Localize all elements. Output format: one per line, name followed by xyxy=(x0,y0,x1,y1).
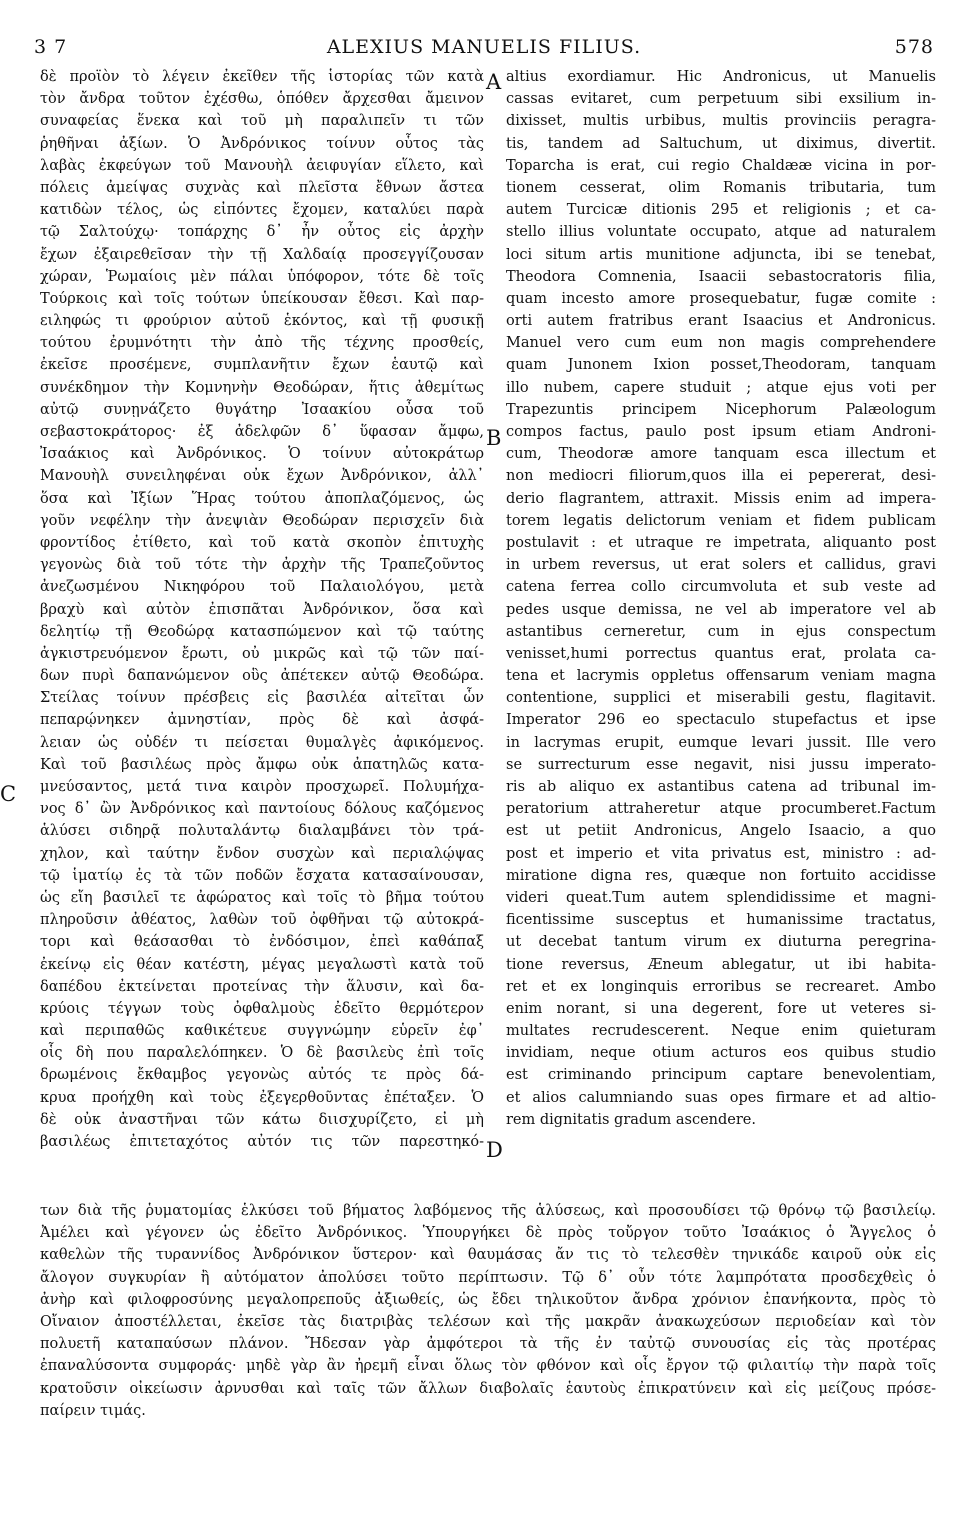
text-line: Toparcha is erat, cui regio Chaldææ vicina in por- xyxy=(506,157,936,174)
text-line: γοῦν νεφέλην τὴν ἀνεψιὰν Θεοδώραν περισχεῖν διὰ xyxy=(40,512,484,529)
text-line: μνεύσαντος, μετά τινα καιρὸν προσχωρεῖ. Πολυμήχα- xyxy=(40,779,484,795)
text-line: λειαν ὡς οὐδέν τι πείσεται θυμαλγὲς ἀφικόμενος. xyxy=(40,734,484,751)
text-line: multates recrudescerent. Neque enim quieturam xyxy=(506,1023,936,1040)
text-line: rem dignitatis gradum ascendere. xyxy=(506,1111,756,1128)
running-header xyxy=(34,36,934,64)
text-line: astantibus cerneretur, cum in ejus conspectum xyxy=(506,623,936,640)
text-line: tione reversus, Æneum ablegatur, ut ibi habita- xyxy=(506,956,936,973)
text-line: γεγονὼς διὰ τοῦ τότε τὴν ἀρχὴν τῆς Τραπεζοῦντος xyxy=(40,557,484,574)
text-line: ὡς εἴη βασιλεῖ τε ἀφώρατος καὶ τοῖς τὸ βῆμα τούτου xyxy=(40,889,484,906)
text-line: κρύοις τέγγων τοὺς ὀφθαλμοὺς ἐδεῖτο θερμότερον xyxy=(40,1000,484,1017)
text-line: ἐκείνῳ εἰς θέαν κατέστη, μέγας μεγαλωστὶ κατὰ τοῦ xyxy=(40,956,484,973)
text-line: των διὰ τῆς ῥυματομίας ἑλκύσει τοῦ βήματος λαβόμενος τῆς ἁλύσεως, καὶ προσουδίσει τῷ θρόνῳ τῷ βασιλείῳ. xyxy=(40,1203,936,1219)
text-line: non mediocri filiorum,quos illa ei pepererat, desi- xyxy=(506,468,936,485)
text-line: ficentissime susceptus et humanissime tractatus, xyxy=(506,912,936,929)
text-line: βασιλέως ἐπιτεταχότος αὐτόν τις τῶν παρεστηκό- xyxy=(40,1134,484,1150)
text-line: in lacrymas erupit, eumque levari jussit. Ille vero xyxy=(506,734,936,751)
text-line: συνέκδημον τὴν Κομνηνὴν Θεοδώραν, ἥτις ἀθεμίτως xyxy=(40,379,484,396)
text-line: ἀνεζωσμένου Νικηφόρου τοῦ Παλαιολόγου, μετὰ xyxy=(40,579,484,596)
text-line: αὐτῷ συνῃνάζετο θυγάτηρ Ἰσαακίου οὖσα τοῦ xyxy=(40,401,484,418)
page-signature: 3 7 xyxy=(34,36,68,58)
text-line: πληροῦσιν ἀθέατος, λαθὼν τοῦ ὀφθῆναι τῷ αὐτοκρά- xyxy=(40,912,484,929)
section-marker-a: A xyxy=(486,70,502,94)
text-line: ἀνὴρ καὶ φιλοφροσύνης μεγαλοπρεποῦς ἀξιωθείς, ὡς ἔδει τηλικοῦτον ἄνδρα χρόνιον ἐπανήκοντα, πρὸς τὸ xyxy=(40,1291,936,1308)
text-line: Manuel vero cum eum non magis comprehendere xyxy=(506,335,936,352)
text-line: Trapezuntis principem Nicephorum Palæologum xyxy=(506,401,936,418)
greek-text-column xyxy=(40,66,484,1153)
text-line: est criminando principum captare benevolentiam, xyxy=(506,1067,936,1084)
text-line: βραχὺ καὶ αὐτὸν ἐπισπᾶται Ἀνδρόνικον, ὅσα καὶ xyxy=(40,601,484,618)
text-line: orti autem fratribus erant Isaacius et Andronicus. xyxy=(506,313,936,330)
text-line: τῷ Σαλτούχῳ· τοπάρχης δ᾽ ἦν οὗτος εἰς ἀρχὴν xyxy=(40,224,484,241)
text-line: τῷ ἱματίῳ ἐς τὰ τῶν ποδῶν ἔσχατα κατασαίνουσαν, xyxy=(40,867,484,884)
text-line: quam incesto amore prosequebatur, fugæ comite : xyxy=(506,290,936,307)
text-line: οἷς δὴ που παραλελόπηκεν. Ὁ δὲ βασιλεὺς ἐπὶ τοῖς xyxy=(40,1045,484,1062)
text-line: peratorium attraheretur atque procumberet.Factum xyxy=(506,801,936,818)
text-line: πολυετῆ καταπαύσων πλάνον. Ἤδεσαν γὰρ ἀμφότεροι τὰ τῆς ἐν ταὐτῷ συνουσίας εἰς τὰς προτέρας xyxy=(40,1336,936,1353)
text-line: φροντίδος ἐτίθετο, καὶ τοῦ κατὰ σκοπὸν ἐπιτυχὴς xyxy=(40,534,484,551)
text-line: ειληφώς τι φρούριον αὐτοῦ ἑκόντος, καὶ τῇ φυσικῇ xyxy=(40,313,484,330)
text-line: torem legatis delictorum veniam et fidem publicam xyxy=(506,512,936,529)
text-line: τὸν ἄνδρα τοῦτον ἐχέσθω, ὁπόθεν ἄρχεσθαι ἄμεινον xyxy=(40,91,484,108)
text-line: κρυα προήχθη καὶ τοὺς ἐξεγερθοῦντας ἐπέταξεν. Ὁ xyxy=(40,1089,484,1106)
text-line: ἀγκιστρευόμενον ἔρωτι, οὐ μικρῶς καὶ τῷ τῶν παί- xyxy=(40,645,484,662)
text-line: ἄλογον συγκυρίαν ἢ αὐτόματον ἀπολύσει τοῦτο περίπτωσιν. Τῷ δ᾽ οὖν τότε λαμπρότατα προσδεχθεὶς ὁ xyxy=(40,1269,936,1286)
text-line: cassas evitaret, cum perpetuum sibi exsilium in- xyxy=(506,91,936,108)
text-line: Οἴναιον ἀποστέλλεται, ἐκεῖσε τὰς διατριβὰς τελέσων καὶ τῆς μακρᾶν ἀνακωχεύσων περιοδείαν καὶ τὸν xyxy=(40,1313,936,1330)
text-line: ἐπαναλύσοντα συμφοράς· μηδὲ γὰρ ἂν ἠρεμῆ εἶναι ὅλως τὸν φθόνον καὶ οἷς ἔργον τῷ φιλαιτίῳ τὴν παρὰ τοῖς xyxy=(40,1358,936,1375)
text-line: videri queat.Tum autem splendidissime et magni- xyxy=(506,889,936,906)
section-marker-d: D xyxy=(486,1138,503,1162)
text-line: καὶ περιπαθῶς καθικέτευε συγγνώμην εὑρεῖν ἐφ᾽ xyxy=(40,1023,484,1040)
text-line: venisset,humi porrectus quantus erat, prolata ca- xyxy=(506,645,936,662)
text-line: derio flagrantem, attraxit. Missis enim ad impera- xyxy=(506,490,936,507)
text-line: enim norant, si una degerent, fore ut veteres si- xyxy=(506,1000,936,1017)
text-line: ὅσα καὶ Ἰξίων Ἥρας τούτου ἀποπλαζόμενος, ὡς xyxy=(40,490,484,507)
greek-continuation-block xyxy=(40,1200,936,1422)
text-line: se surrecturum esse negavit, nisi jussu imperato- xyxy=(506,756,936,773)
text-line: illo nubem, capere studuit ; atque ejus voti per xyxy=(506,379,936,396)
text-line: Theodora Comnenia, Isaacii sebastocratoris filia, xyxy=(506,268,936,285)
text-line: νος δ᾽ ὢν Ἀνδρόνικος καὶ παντοίους δόλους καζόμενος xyxy=(40,801,484,818)
text-line: dixisset, multis urbibus, multis provinciis peragra- xyxy=(506,113,936,130)
text-line: ἐκεῖσε προσέμενε, συμπλανῆτιν ἔχων ἑαυτῷ καὶ xyxy=(40,357,484,374)
text-line: Τούρκοις καὶ τοῖς τούτων ὑπείκουσαν ἔθεσι. Καὶ παρ- xyxy=(40,290,484,307)
text-line: ut decebat tantum virum ex diuturna peregrina- xyxy=(506,934,936,951)
text-line: altius exordiamur. Hic Andronicus, ut Manuelis xyxy=(506,69,936,85)
text-line: pedes usque demissa, ne vel ab imperatore vel ab xyxy=(506,601,936,618)
text-line: in urbem reversus, ut erat solers et callidus, gravi xyxy=(506,557,936,574)
text-line: ris ab aliquo ex astantibus catena ad tribunal im- xyxy=(506,779,936,795)
text-line: contentione, supplici et miserabili gestu, flagitavit. xyxy=(506,690,936,707)
text-line: invidiam, neque otium acturos eos quibus studio xyxy=(506,1045,936,1062)
text-line: tionem cesserat, olim Romanis tributaria, tum xyxy=(506,179,936,196)
text-line: est ut petiit Andronicus, Angelo Isaacio, a quo xyxy=(506,823,936,840)
text-line: post et imperio et vita privatus est, ministro : ad- xyxy=(506,845,936,862)
text-line: Καὶ τοῦ βασιλέως πρὸς ἄμφω οὐκ ἀπατηλῶς κατα- xyxy=(40,756,484,773)
text-line: ἁλύσει σιδηρᾷ πολυταλάντῳ διαλαμβάνει τὸν τρά- xyxy=(40,823,484,840)
running-title: ALEXIUS MANUELIS FILIUS. xyxy=(326,36,642,58)
text-line: Μανουὴλ συνειληφέναι οὐκ ἔχων Ἀνδρόνικον, ἀλλ᾽ xyxy=(40,468,484,485)
text-line: ret et ex longinquis erroribus se recrearet. Ambo xyxy=(506,978,936,995)
text-line: τούτου ἐρυμνότητι τὴν ἀπὸ τῆς τέχνης προσθείς, xyxy=(40,335,484,352)
text-line: catena ferrea collo circumvoluta et sub veste ad xyxy=(506,579,936,596)
text-line: χώραν, Ῥωμαίοις μὲν πάλαι ὑπόφορον, τότε δὲ τοῖς xyxy=(40,268,484,285)
text-line: Ἀμέλει καὶ γέγονεν ὡς ἐδεῖτο Ἀνδρόνικος. Ὑπουργήκει δὲ πρὸς τοὔργον τοῦτο Ἰσαάκιος ὁ Ἄγγελος ὁ xyxy=(40,1225,936,1242)
text-line: δελητίῳ τῇ Θεοδώρᾳ κατασπώμενον καὶ τῷ ταύτης xyxy=(40,623,484,640)
text-line: δὲ οὐκ ἀναστῆναι τῶν κάτω διισχυρίζετο, εἰ μὴ xyxy=(40,1111,484,1128)
text-line: stello illius voluntate occupato, atque ad naturalem xyxy=(506,224,936,241)
text-line: συναφείας ἕνεκα καὶ τοῦ μὴ παραλιπεῖν τι τῶν xyxy=(40,113,484,130)
text-line: δων πυρὶ δαπανώμενον οὓς ἀπέτεκεν αὐτῷ Θεοδώρα. xyxy=(40,668,484,685)
text-line: κρατοῦσιν οἰκείωσιν ἀρνυσθαι καὶ ταῖς τῶν ἄλλων διαβολαῖς ἑαυτοὺς ἐπικρατύνειν καὶ εἰς μείζους πρόσε- xyxy=(40,1380,936,1397)
text-line: σεβαστοκράτορος· ἐξ ἀδελφῶν δ᾽ ὕφασαν ἄμφω, xyxy=(40,424,484,440)
text-line: ῥηθῆναι ἀξίων. Ὁ Ἀνδρόνικος τοίνυν οὗτος τὰς xyxy=(40,135,484,152)
text-line: δὲ προϊὸν τὸ λέγειν ἐκεῖθεν τῆς ἱστορίας τῶν κατὰ xyxy=(40,69,484,85)
text-line: loci situm artis munitione adjuncta, ibi se tenebat, xyxy=(506,246,936,263)
text-line: καθελὼν τῆς τυραννίδος Ἀνδρόνικον ὕστερον· καὶ θαυμάσας ἄν τις τὸ τελεσθὲν τηνικάδε καιροῦ οὐκ εἰς xyxy=(40,1247,936,1264)
text-line: τορι καὶ θεάσασθαι τὸ ἐνδόσιμον, ἐπεὶ καθάπαξ xyxy=(40,934,484,951)
page-number: 578 xyxy=(894,36,934,58)
text-line: χηλον, καὶ ταύτην ἔνδον συσχὼν καὶ περιαλῴψας xyxy=(40,845,484,862)
text-line: cum, Theodoræ amore tanquam esca illectum et xyxy=(506,446,936,463)
text-line: κατιδὼν τέλος, ὡς εἰπόντες ἔχομεν, καταλύει παρὰ xyxy=(40,202,484,219)
section-marker-b: B xyxy=(486,426,502,450)
text-line: Στείλας τοίνυν πρέσβεις εἰς βασιλέα αἰτεῖται ὧν xyxy=(40,690,484,707)
latin-text-column xyxy=(506,66,936,1131)
text-line: πεπαρῴνηκεν ἀμνηστίαν, πρὸς δὲ καὶ ἀσφά- xyxy=(40,712,484,729)
text-line: quam Junonem Ixion posset,Theodoram, tanquam xyxy=(506,357,936,374)
text-line: postulavit : et utraque re impetrata, aliquanto post xyxy=(506,534,936,551)
text-line: autem Turcicæ ditionis 295 et religionis ; et ca- xyxy=(506,202,936,219)
text-line: et alios calumniando suas opes firmare et ad altio- xyxy=(506,1089,936,1106)
text-line: λαβὰς ἐκφεύγων τοῦ Μανουὴλ ἀειφυγίαν εἵλετο, καὶ xyxy=(40,157,484,174)
text-line: Imperator 296 eo spectaculo stupefactus et ipse xyxy=(506,712,936,729)
section-marker-c: C xyxy=(0,782,17,806)
text-line: Ἰσαάκιος καὶ Ἀνδρόνικος. Ὁ τοίνυν αὐτοκράτωρ xyxy=(40,446,484,463)
text-line: παίρειν τιμάς. xyxy=(40,1402,146,1419)
text-line: tis, tandem ad Saltuchum, ut diximus, divertit. xyxy=(506,135,936,152)
text-line: πόλεις ἀμείψας συχνὰς καὶ πλεῖστα ἔθνων ἄστεα xyxy=(40,179,484,196)
text-line: miratione digna res, quæque non fortuito accidisse xyxy=(506,867,936,884)
text-line: δαπέδου ἐκτείνεται προτείνας τὴν ἅλυσιν, καὶ δα- xyxy=(40,978,484,995)
text-line: δρωμένοις ἔκθαμβος γεγονὼς αὐτός τε πρὸς δά- xyxy=(40,1067,484,1084)
text-line: ἔχων ἐξαιρεθεῖσαν τὴν τῇ Χαλδαίᾳ προσεγγίζουσαν xyxy=(40,246,484,263)
text-line: tena et lacrymis oppletus offensarum veniam magna xyxy=(506,668,936,685)
text-line: compos factus, paulo post ipsum etiam Androni- xyxy=(506,424,936,440)
